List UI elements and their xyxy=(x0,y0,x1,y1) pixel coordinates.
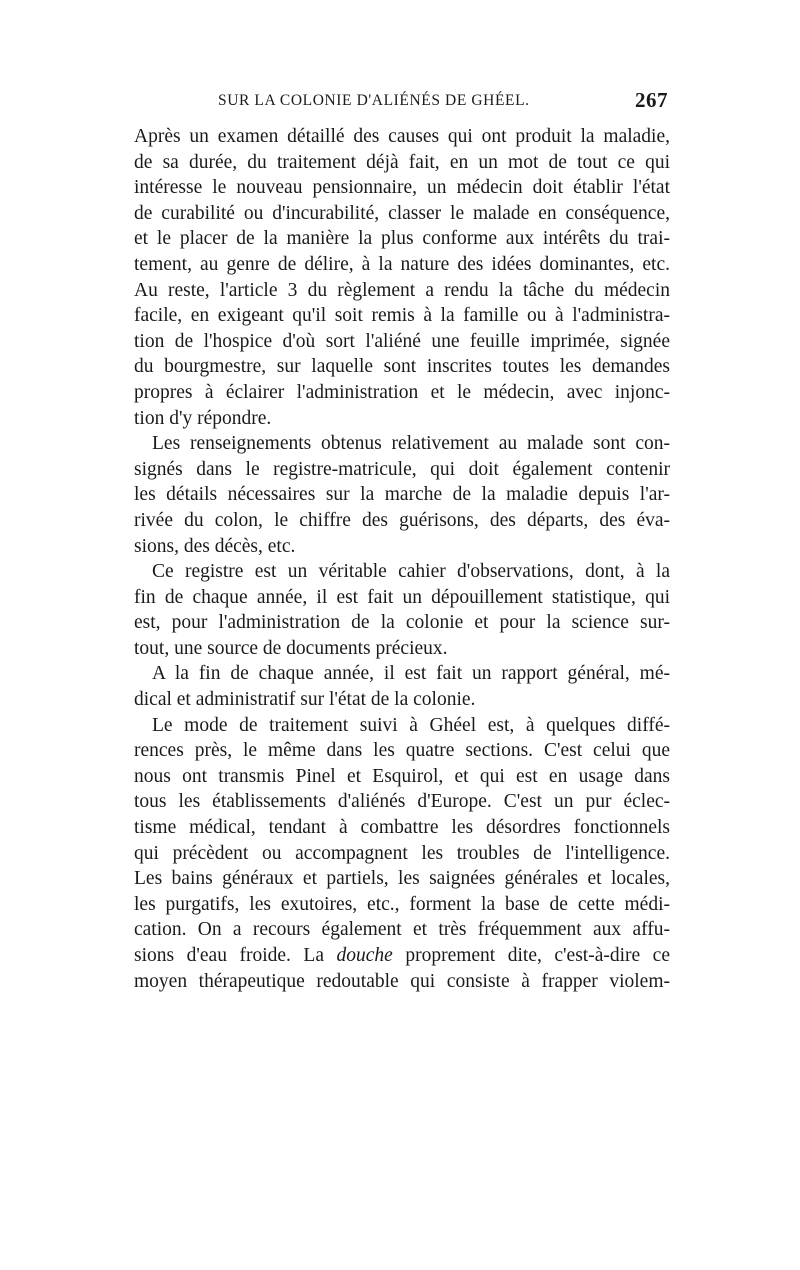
text-line-with-italic xyxy=(134,943,670,969)
text-line: Après un examen détaillé des causes qui ont produit la maladie, xyxy=(134,126,670,147)
text-line: et le placer de la manière la plus conforme aux intérêts du trai- xyxy=(134,228,670,250)
running-title: SUR LA COLONIE D'ALIÉNÉS DE GHÉEL. xyxy=(218,92,530,109)
text-line: dical et administratif sur l'état de la colonie. xyxy=(134,689,476,711)
text-segment: sions d'eau froide. La xyxy=(134,945,337,966)
text-line: les purgatifs, les exutoires, etc., forment la base de cette médi- xyxy=(134,893,670,915)
text-line: tion d'y répondre. xyxy=(134,407,272,429)
text-line: de curabilité ou d'incurabilité, classer le malade en conséquence, xyxy=(134,202,670,224)
text-line: A la fin de chaque année, il est fait un rapport général, mé- xyxy=(152,663,670,685)
text-line: Ce registre est un véritable cahier d'observations, dont, à la xyxy=(152,561,670,583)
text-line: du bourgmestre, sur laquelle sont inscrites toutes les demandes xyxy=(134,356,670,378)
paragraph xyxy=(134,559,670,661)
paragraph xyxy=(134,431,670,559)
paragraph xyxy=(134,661,670,712)
page-number: 267 xyxy=(635,88,668,112)
text-line: rences près, le même dans les quatre sections. C'est celui que xyxy=(134,740,670,762)
paragraph xyxy=(134,124,670,431)
text-line: propres à éclairer l'administration et le médecin, avec injonc- xyxy=(134,381,670,403)
text-line: cation. On a recours également et très fréquemment aux affu- xyxy=(134,919,670,941)
text-line: facile, en exigeant qu'il soit remis à la famille ou à l'administra- xyxy=(134,305,670,327)
paragraph xyxy=(134,713,670,995)
text-line: tion de l'hospice d'où sort l'aliéné une feuille imprimée, signée xyxy=(134,330,670,352)
text-line: signés dans le registre-matricule, qui doit également contenir xyxy=(134,458,670,480)
text-line: est, pour l'administration de la colonie et pour la science sur- xyxy=(134,612,670,634)
body-text xyxy=(134,124,670,994)
text-line: qui précèdent ou accompagnent les troubles de l'intelligence. xyxy=(134,842,670,864)
text-line: tous les établissements d'aliénés d'Europe. C'est un pur éclec- xyxy=(134,791,670,813)
text-line: sions, des décès, etc. xyxy=(134,535,296,557)
text-line: Les bains généraux et partiels, les saignées générales et locales, xyxy=(134,868,670,890)
text-line: Les renseignements obtenus relativement au malade sont con- xyxy=(152,433,670,455)
text-line: intéresse le nouveau pensionnaire, un médecin doit établir l'état xyxy=(134,177,670,199)
text-line: tement, au genre de délire, à la nature des idées dominantes, etc. xyxy=(134,253,670,275)
text-line: tout, une source de documents précieux. xyxy=(134,637,448,659)
text-line: nous ont transmis Pinel et Esquirol, et qui est en usage dans xyxy=(134,765,670,787)
text-line: rivée du colon, le chiffre des guérisons, des départs, des éva- xyxy=(134,509,670,531)
text-segment: proprement dite, c'est-à-dire ce xyxy=(392,945,670,966)
text-line: de sa durée, du traitement déjà fait, en un mot de tout ce qui xyxy=(134,151,670,173)
text-line: moyen thérapeutique redoutable qui consiste à frapper violem- xyxy=(134,970,670,992)
running-header xyxy=(132,88,668,118)
text-line: les détails nécessaires sur la marche de la maladie depuis l'ar- xyxy=(134,484,670,506)
text-line: tisme médical, tendant à combattre les désordres fonctionnels xyxy=(134,817,670,839)
text-line: Le mode de traitement suivi à Ghéel est, à quelques diffé- xyxy=(152,714,670,736)
text-line: Au reste, l'article 3 du règlement a rendu la tâche du médecin xyxy=(134,279,670,301)
italic-term: douche xyxy=(336,945,393,966)
text-line: fin de chaque année, il est fait un dépouillement statistique, qui xyxy=(134,586,670,608)
